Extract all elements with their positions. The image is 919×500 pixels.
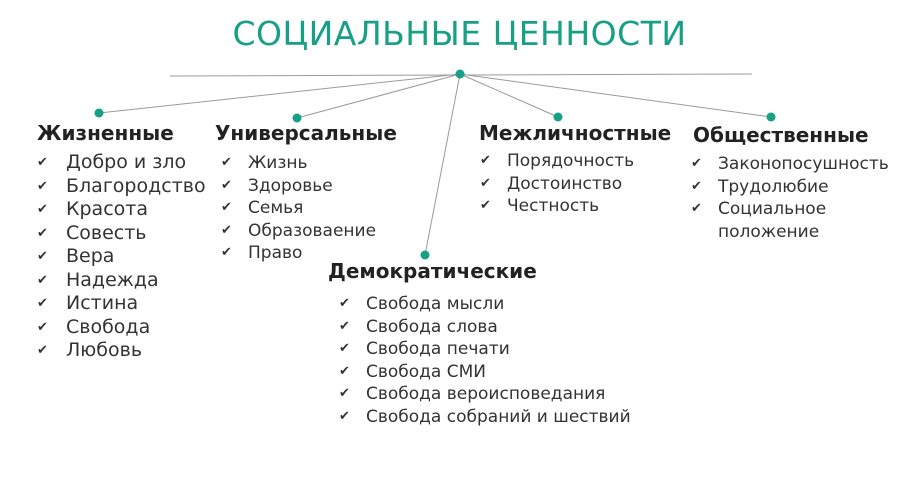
list-item: ✔ Порядочность xyxy=(480,151,635,171)
check-icon: ✔ xyxy=(480,175,491,191)
list-item: ✔ Свобода печати xyxy=(339,339,510,359)
connector-democratic xyxy=(425,74,460,255)
hub-node xyxy=(456,70,465,79)
check-icon: ✔ xyxy=(691,178,702,194)
list-item: ✔ Свобода xyxy=(37,315,151,338)
check-icon: ✔ xyxy=(37,155,48,170)
check-icon: ✔ xyxy=(691,201,702,216)
check-icon: ✔ xyxy=(339,341,350,356)
list-item: ✔ Надежда xyxy=(37,268,159,291)
check-icon: ✔ xyxy=(339,408,350,424)
node-social xyxy=(767,113,776,122)
check-icon: ✔ xyxy=(221,177,232,193)
group-title-universal: Универсальные xyxy=(215,121,397,145)
list-item: ✔ Трудолюбие xyxy=(691,176,829,197)
check-icon: ✔ xyxy=(221,200,232,215)
check-icon: ✔ xyxy=(221,222,232,238)
list-item: ✔ Жизнь xyxy=(221,153,308,173)
diagram-title: СОЦИАЛЬНЫЕ ЦЕННОСТИ xyxy=(232,14,687,53)
group-life xyxy=(37,121,206,363)
group-list-life xyxy=(37,151,206,363)
list-item: ✔ Социальное положение xyxy=(691,199,827,242)
check-icon: ✔ xyxy=(339,296,350,311)
group-list-democratic xyxy=(328,293,631,428)
group-title-interpersonal: Межличностные xyxy=(479,121,672,145)
check-icon: ✔ xyxy=(37,296,48,311)
list-item: ✔ Семья xyxy=(221,198,304,218)
list-item: ✔ Свобода собраний и шествий xyxy=(339,406,631,427)
check-icon: ✔ xyxy=(339,363,350,379)
group-universal xyxy=(215,121,397,265)
group-interpersonal xyxy=(479,121,671,218)
list-item: ✔ Право xyxy=(221,243,303,263)
list-item: ✔ Законопосушность xyxy=(691,154,889,174)
group-list-interpersonal xyxy=(479,150,671,218)
group-title-social: Общественные xyxy=(693,123,869,147)
check-icon: ✔ xyxy=(480,198,491,213)
list-item: ✔ Свобода СМИ xyxy=(339,361,487,382)
list-item: ✔ Образоваение xyxy=(221,220,377,241)
list-item: ✔ Добро и зло xyxy=(37,151,187,173)
list-item: ✔ Совесть xyxy=(37,221,147,244)
check-icon: ✔ xyxy=(37,202,48,217)
check-icon: ✔ xyxy=(221,245,232,260)
check-icon: ✔ xyxy=(480,153,491,168)
check-icon: ✔ xyxy=(37,343,48,358)
list-item: ✔ Здоровье xyxy=(221,175,333,196)
group-democratic xyxy=(328,259,631,428)
group-title-democratic: Демократические xyxy=(328,259,537,283)
list-item: ✔ Любовь xyxy=(37,339,143,361)
connector-universal xyxy=(297,74,460,118)
group-list-social xyxy=(693,153,889,243)
check-icon: ✔ xyxy=(691,156,702,171)
list-item: ✔ Честность xyxy=(480,196,600,216)
group-list-universal xyxy=(215,152,397,265)
list-item: ✔ Свобода мысли xyxy=(339,294,505,314)
list-item: ✔ Достоинство xyxy=(480,173,623,194)
check-icon: ✔ xyxy=(339,318,350,334)
check-icon: ✔ xyxy=(339,386,350,401)
group-title-life: Жизненные xyxy=(37,121,174,145)
list-item: ✔ Свобода вероисповедания xyxy=(339,384,606,404)
list-item: ✔ Благородство xyxy=(37,174,206,197)
connector-social xyxy=(460,74,771,117)
group-social xyxy=(693,123,889,243)
list-item: ✔ Свобода слова xyxy=(339,316,498,337)
check-icon: ✔ xyxy=(37,319,48,335)
check-icon: ✔ xyxy=(37,225,48,241)
list-item: ✔ Красота xyxy=(37,198,148,220)
check-icon: ✔ xyxy=(37,249,48,264)
check-icon: ✔ xyxy=(221,155,232,170)
check-icon: ✔ xyxy=(37,272,48,288)
node-life xyxy=(95,109,104,118)
list-item: ✔ Вера xyxy=(37,245,115,267)
connector-life xyxy=(99,74,460,113)
check-icon: ✔ xyxy=(37,178,48,194)
list-item: ✔ Истина xyxy=(37,292,139,314)
